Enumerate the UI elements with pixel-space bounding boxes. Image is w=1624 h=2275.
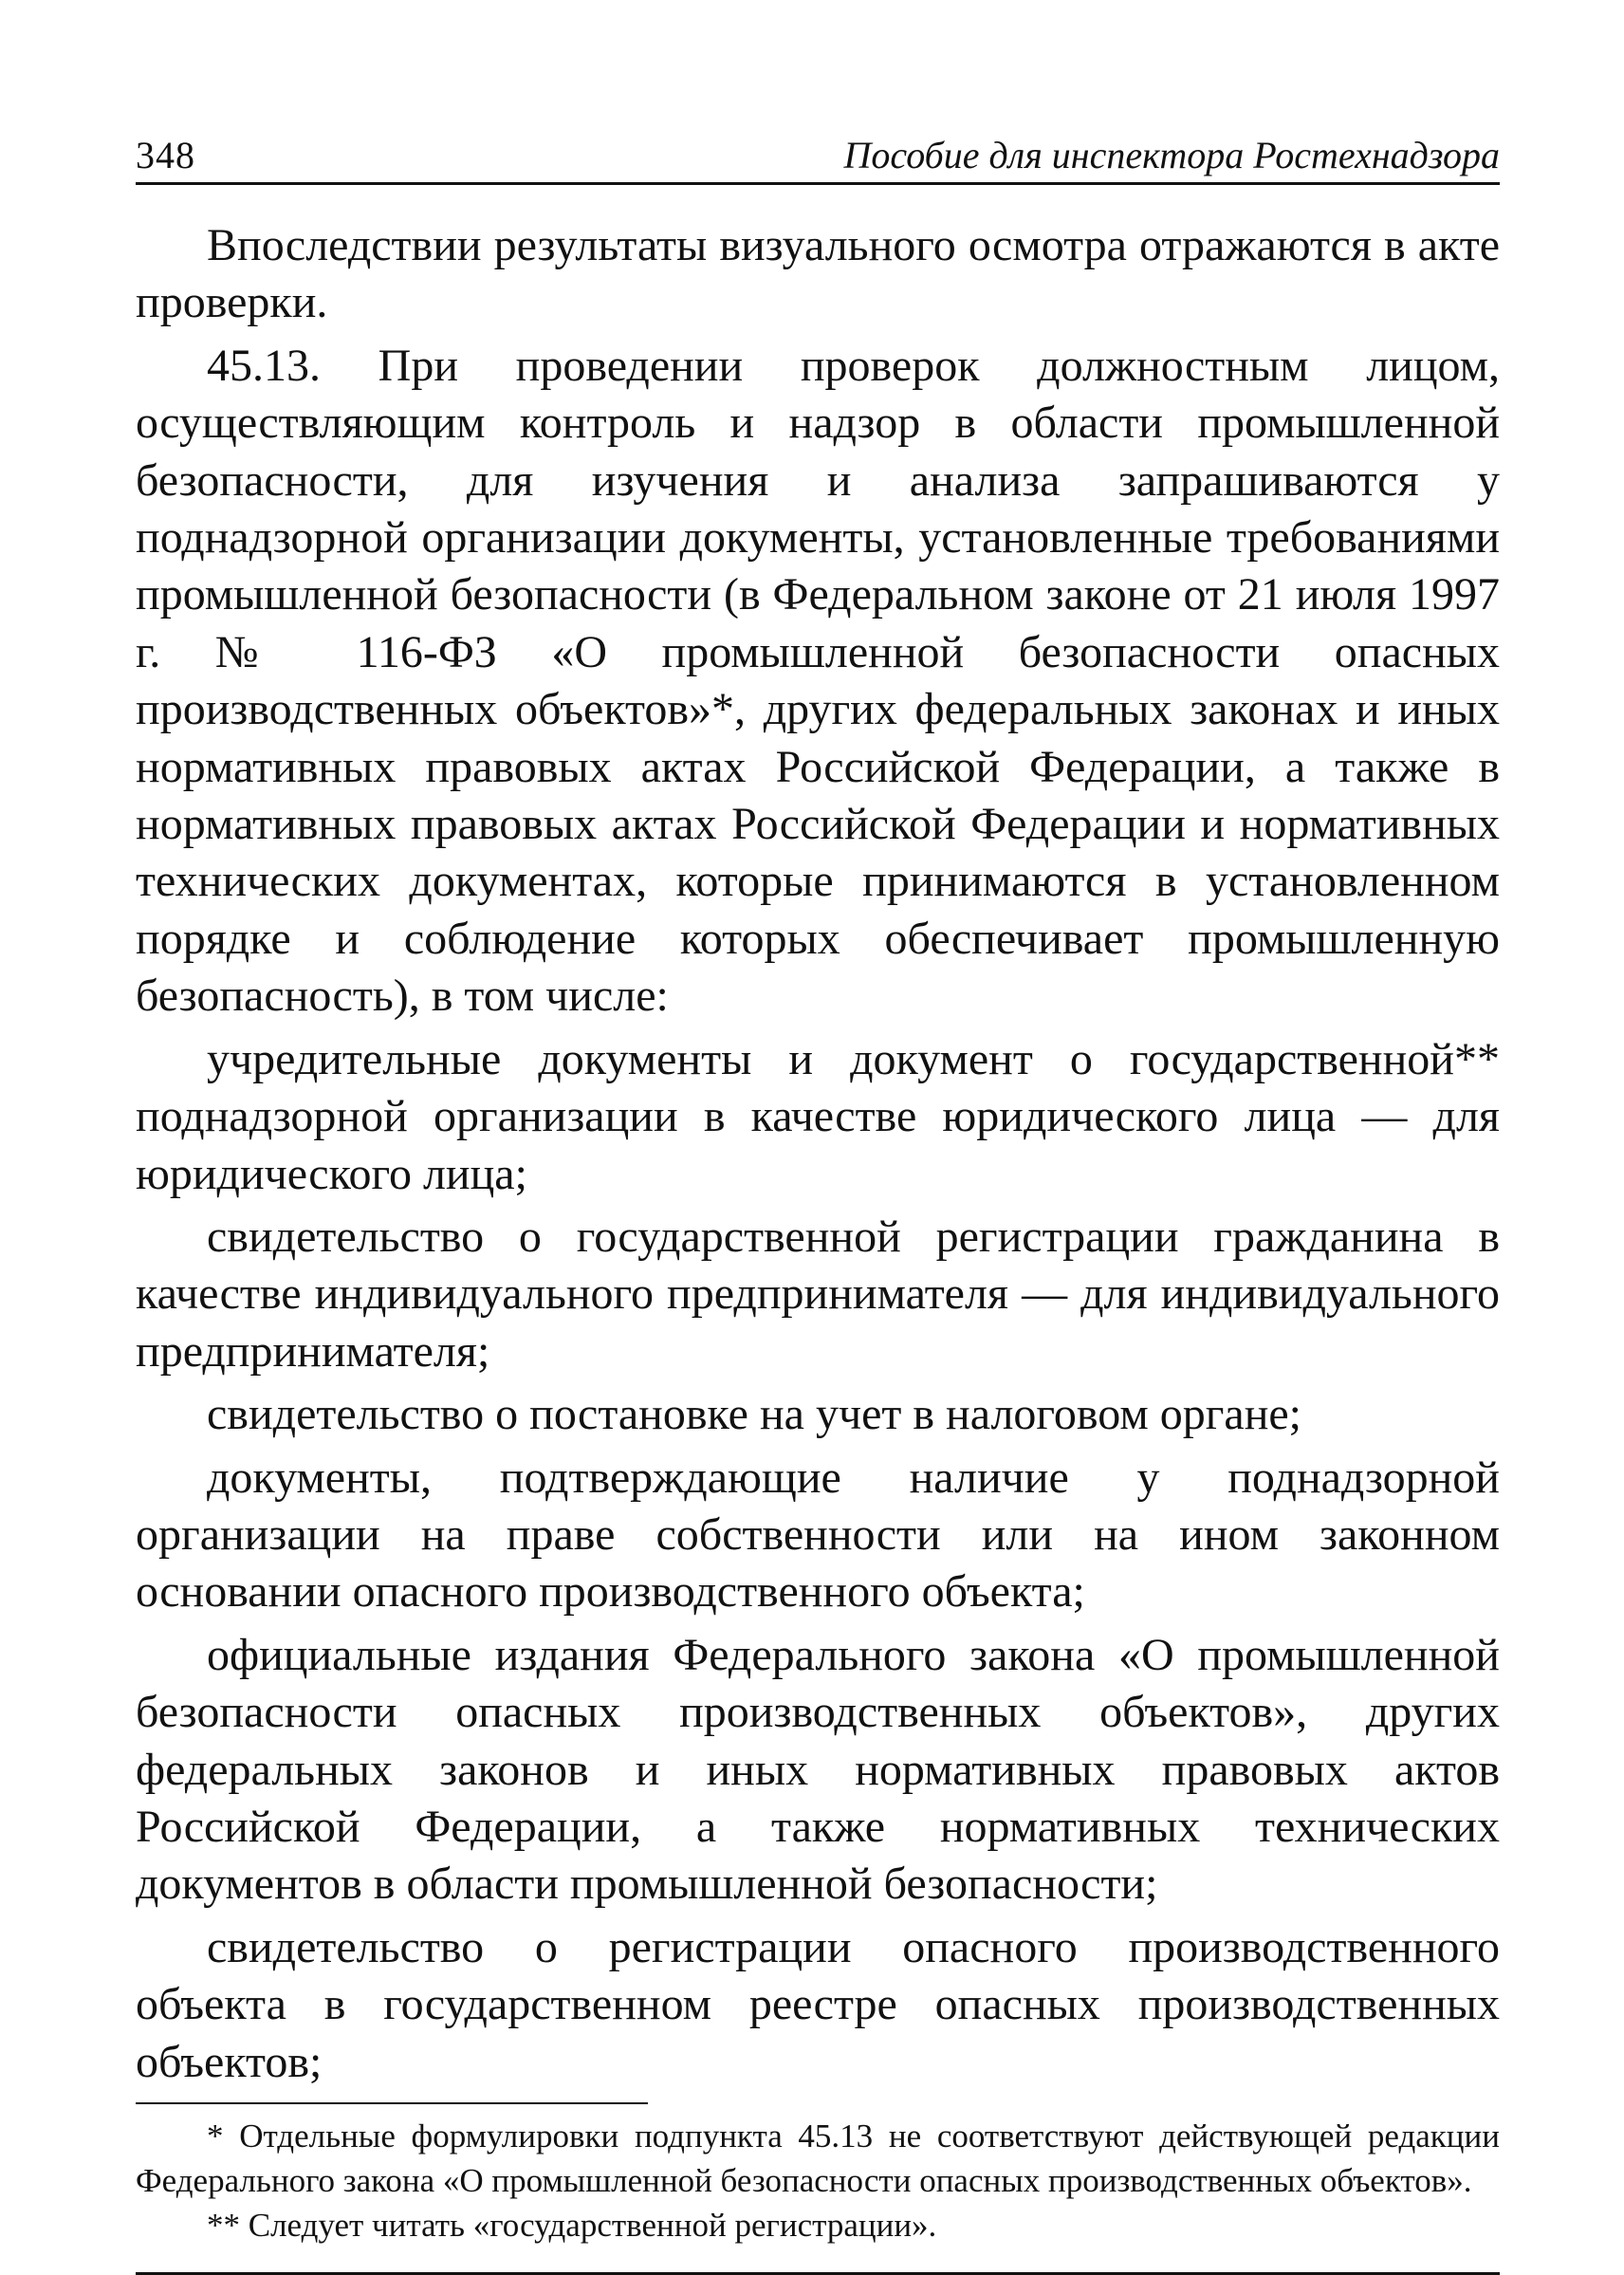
footnotes	[136, 2114, 1500, 2247]
list-item: официальные издания Федерального закона «О промышленной безопасности опасных производственных объектов», других федеральных законов и иных нормативных правовых актов Российской Федерации, а также нормативных технических документов в области промышленной безопасности;	[136, 1629, 1500, 1910]
footnote-divider	[136, 2102, 648, 2104]
running-head	[136, 133, 1500, 185]
footnote: * Отдельные формулировки подпункта 45.13 не соответствуют действующей редакции Федерального закона «О промышленной безопасности опасных производственных объектов».	[136, 2118, 1500, 2199]
list-item: свидетельство о государственной регистрации гражданина в качестве индивидуального предпринимателя — для индивидуального предпринимателя;	[136, 1211, 1500, 1377]
paragraph: Впоследствии результаты визуального осмотра отражаются в акте проверки.	[136, 220, 1500, 328]
footnote: ** Следует читать «государственной регистрации».	[207, 2207, 937, 2244]
book-title: Пособие для инспектора Ростехнадзора	[843, 134, 1500, 176]
list-item: свидетельство о регистрации опасного производственного объекта в государственном реестре опасных производственных объектов;	[136, 1921, 1500, 2087]
page-number: 348	[136, 134, 195, 176]
paragraph: 45.13. При проведении проверок должностным лицом, осуществляющим контроль и надзор в области промышленной безопасности, для изучения и анализа запрашиваются у поднадзорной организации документы, установленные требованиями промышленной безопасности (в Федеральном законе от 21 июля 1997 г. № 116-ФЗ «О промышленной безопасности опасных производственных объектов»*, других федеральных законах и иных нормативных правовых актах Российской Федерации, а также в нормативных правовых актах Российской Федерации и нормативных технических документах, которые принимаются в установленном порядке и соблюдение которых обеспечивает промышленную безопасность), в том числе:	[136, 340, 1500, 1022]
list-item: свидетельство о постановке на учет в налоговом органе;	[207, 1389, 1302, 1440]
body-text	[136, 217, 1500, 2091]
book-page	[136, 133, 1500, 2275]
list-item: документы, подтверждающие наличие у поднадзорной организации на праве собственности или на ином законном основании опасного производственного объекта;	[136, 1452, 1500, 1618]
list-item: учредительные документы и документ о государственной** поднадзорной организации в качестве юридического лица — для юридического лица;	[136, 1033, 1500, 1199]
